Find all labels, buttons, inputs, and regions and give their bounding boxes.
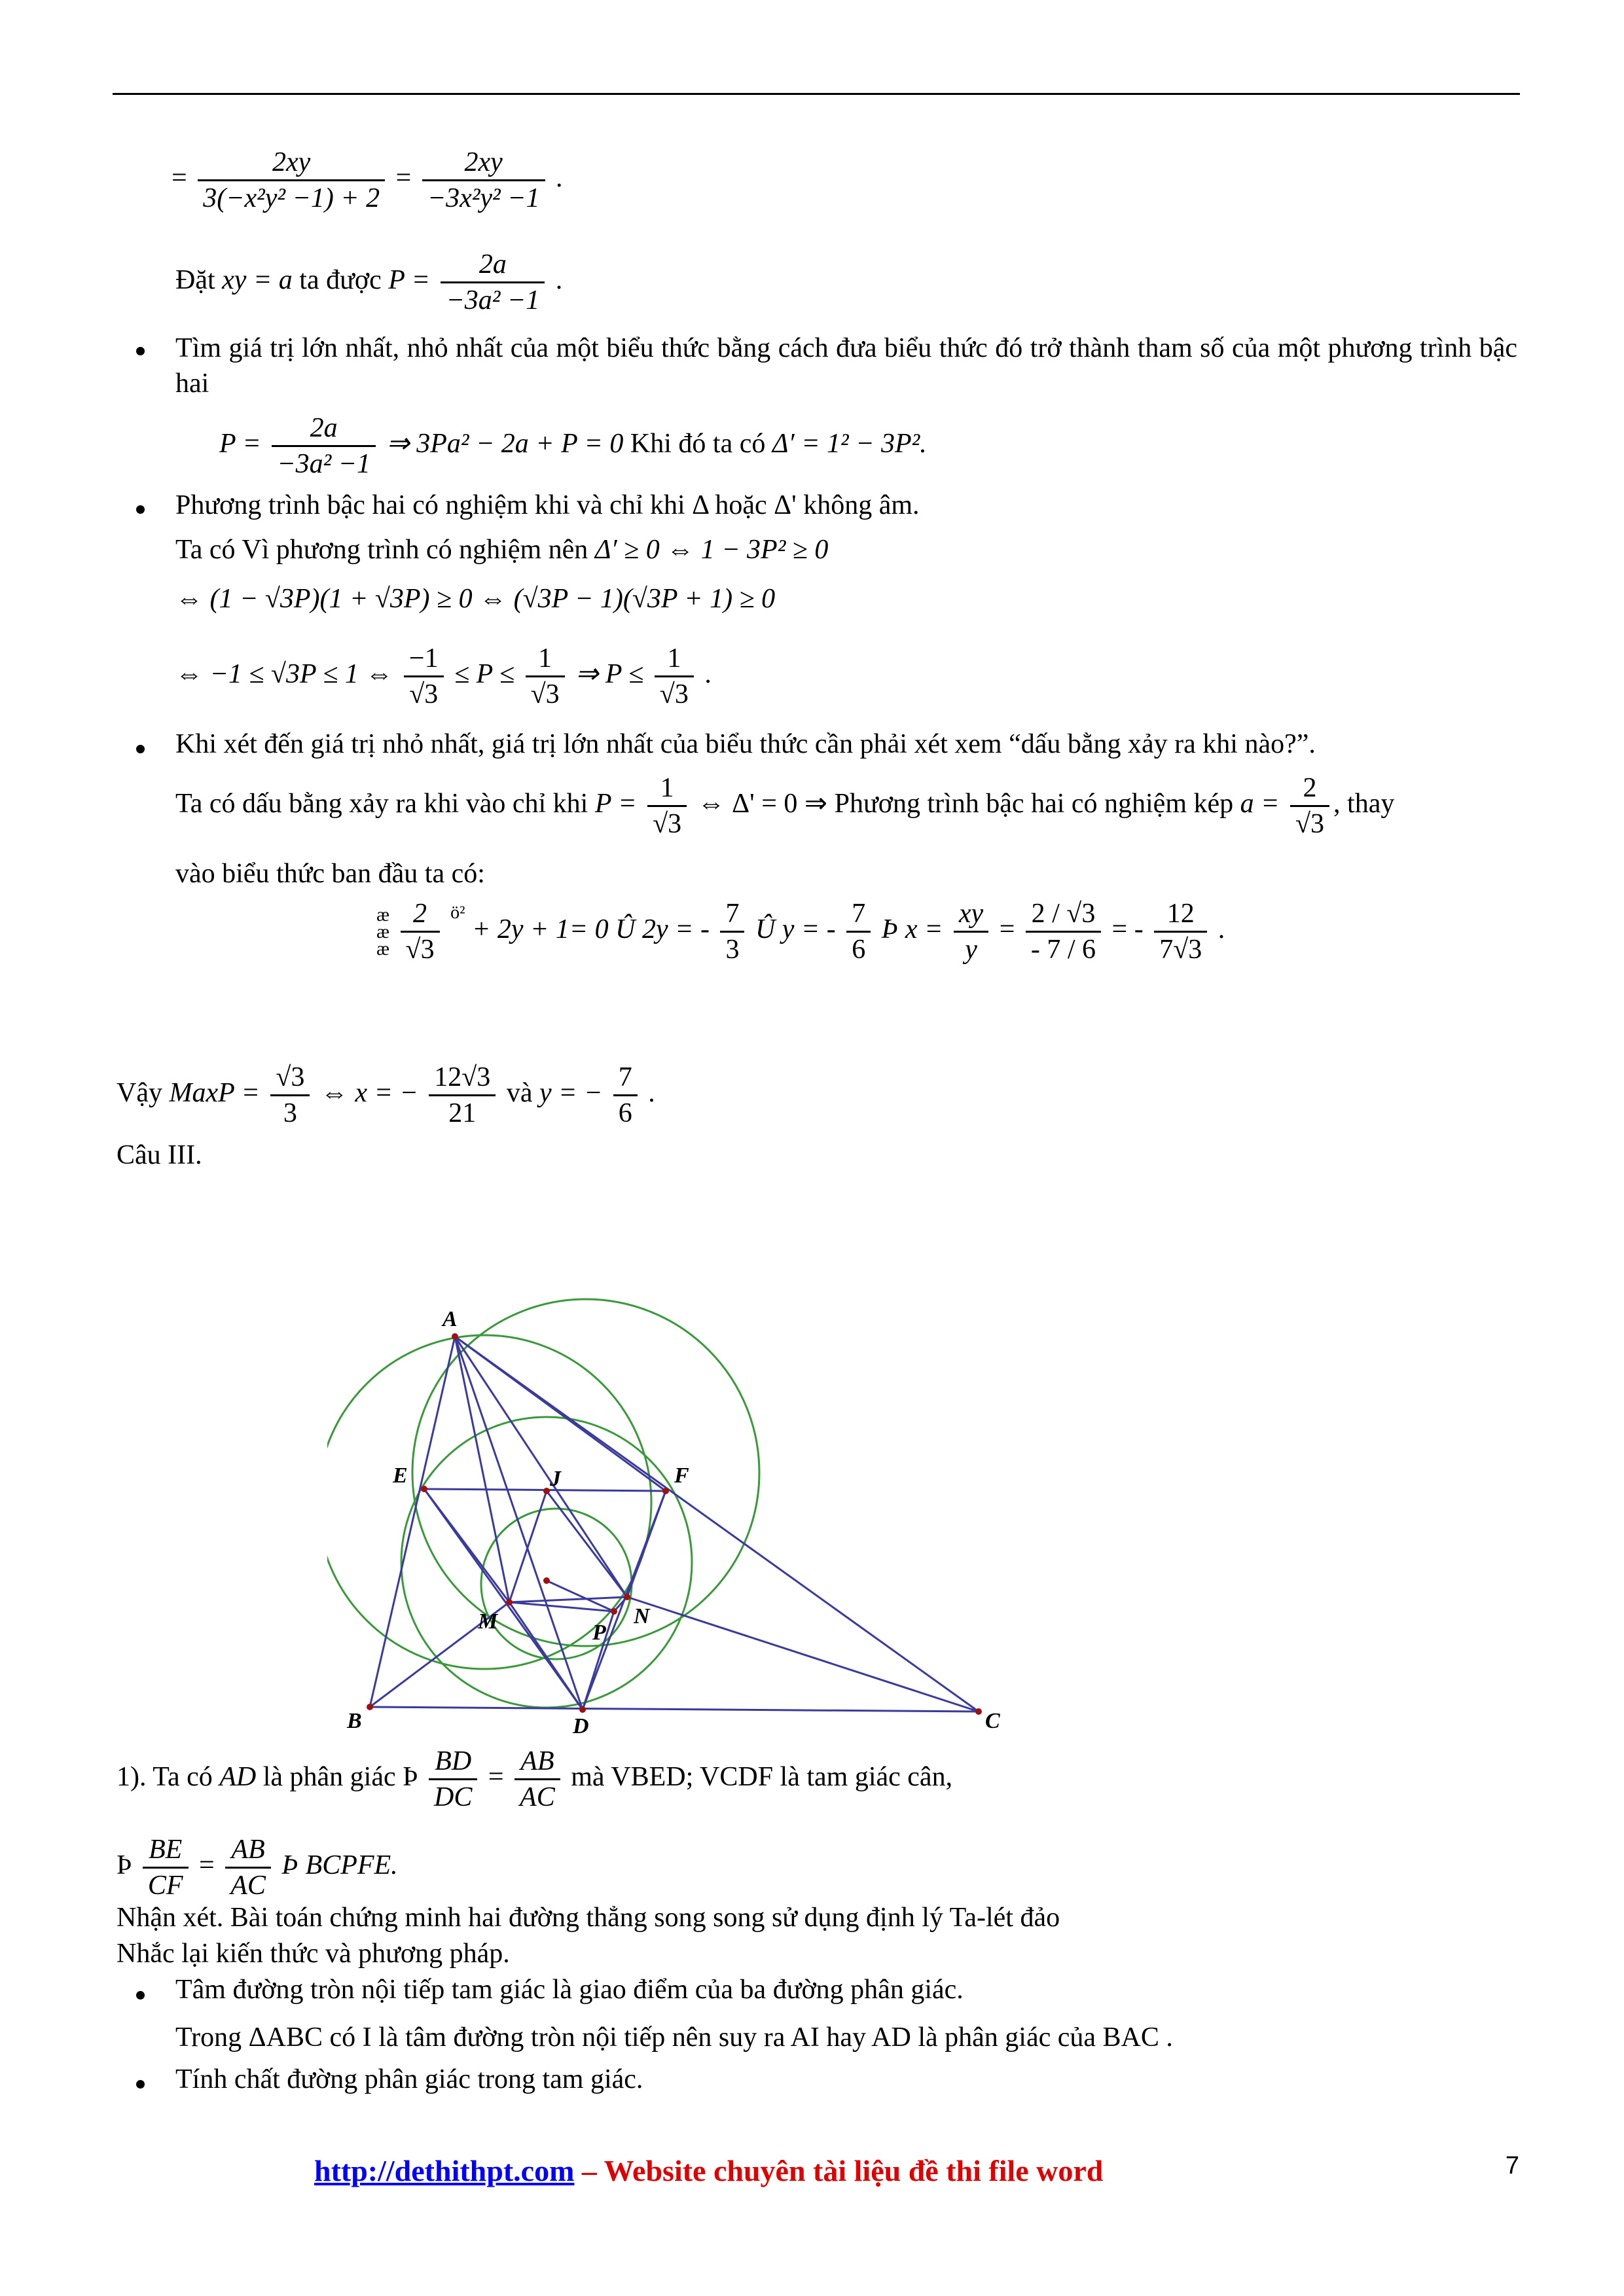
segment-nc [627, 1597, 979, 1712]
bullet-icon [136, 2080, 145, 2089]
substitute-line: vào biểu thức ban đầu ta có: [175, 859, 485, 889]
label-b: B [347, 1709, 362, 1733]
segment-bc [370, 1707, 979, 1712]
geometry-figure [327, 1270, 1047, 1741]
substitution-line: Đặt xy = a ta được P = $\frac{2a}{\text{−3a² −1}}$ . [175, 247, 562, 317]
circle-small [481, 1509, 632, 1659]
inequality-line: ⇔ (1 − √3P)(1 + √3P) ≥ 0 ⇔ (√3P − 1)(√3P + 1) ≥ 0 [175, 584, 776, 614]
label-m: M [478, 1609, 498, 1634]
segment-ab [370, 1336, 455, 1707]
section-title: Câu III. [117, 1140, 202, 1170]
remark: Nhận xét. Bài toán chứng minh hai đường thẳng song song sử dụng định lý Ta-lét đảo [117, 1903, 1060, 1933]
part1-conclusion: Þ $\frac{BE}{CF}$ = $\frac{AB}{AC}$ Þ BCPFE. [117, 1833, 398, 1903]
label-d: D [573, 1714, 589, 1738]
bullet-icon [136, 745, 145, 753]
label-c: C [985, 1709, 1000, 1733]
label-n: N [634, 1604, 650, 1628]
segment-mn [509, 1597, 627, 1602]
bullet-text-5: Tính chất đường phân giác trong tam giác. [175, 2064, 643, 2094]
big-equation: æ æ æ $\frac{2}{√3}$ ö² + 2y + 1= 0 Û 2y = - $\frac{7}{3}$ Û y = - $\frac{7}{6}$ Þ x = $\frac{xy}{y}$ = $\frac{2 / √3}{- 7 / 6}$ = - $\frac{12}{7√3}$ . [376, 897, 1225, 967]
label-p: P [592, 1621, 606, 1645]
label-e: E [393, 1463, 408, 1488]
recall: Nhắc lại kiến thức và phương pháp. [117, 1939, 510, 1969]
bullet-icon [136, 347, 145, 355]
bullet-icon [136, 1991, 145, 2000]
header-rule [113, 93, 1520, 95]
bullet-icon [136, 505, 145, 514]
footer-link[interactable]: http://dethithpt.com [314, 2154, 575, 2187]
part1-line: 1). Ta có AD là phân giác Þ $\frac{BD}{DC}$ = $\frac{AB}{AC}$ mà VBED; VCDF là tam giác cân, [117, 1744, 952, 1814]
segment-md [509, 1602, 583, 1710]
bullet-text-4: Tâm đường tròn nội tiếp tam giác là giao điểm của ba đường phân giác. [175, 1975, 964, 2005]
label-f: F [674, 1463, 689, 1488]
equation-1: = $\frac{2xy}{\text{3(−x²y² −1) + 2}}$ = $\frac{2xy}{\text{−3x²y² −1}}$ . [171, 145, 563, 215]
footer-text: – Website chuyên tài liệu đề thi file word [574, 2154, 1104, 2187]
condition-line: Ta có Vì phương trình có nghiệm nên Δ′ ≥ 0 ⇔ 1 − 3P² ≥ 0 [175, 535, 829, 565]
conclusion-line: Vậy MaxP = $\frac{√3}{3}$ ⇔ x = − $\frac{12√3}{21}$ và y = − $\frac{7}{6}$ . [117, 1060, 655, 1130]
segment-em [424, 1489, 509, 1602]
range-line: ⇔ −1 ≤ √3P ≤ 1 ⇔ $\frac{-1}{√3}$ ≤ P ≤ $\frac{1}{√3}$ ⇒ P ≤ $\frac{1}{√3}$ . [175, 641, 712, 711]
footer [314, 2153, 1103, 2188]
incircle-line: Trong ΔABC có I là tâm đường tròn nội tiếp nên suy ra AI hay AD là phân giác của BAC . [175, 2022, 1173, 2053]
label-a: A [442, 1307, 458, 1331]
bullet-text-2: Phương trình bậc hai có nghiệm khi và chỉ khi Δ hoặc Δ' không âm. [175, 490, 920, 520]
segment-nj [547, 1491, 627, 1597]
equality-case-line: Ta có dấu bằng xảy ra khi vào chỉ khi P = $\frac{1}{√3}$ ⇔ Δ' = 0 ⇒ Phương trình bậc hai có nghiệm kép a = $\frac{2}{√3}$ , thay [175, 771, 1394, 841]
segment-fn [627, 1491, 666, 1597]
label-j: J [550, 1467, 561, 1491]
bullet-text-1: Tìm giá trị lớn nhất, nhỏ nhất của một biểu thức bằng cách đưa biểu thức đó trở thành tham số của một phương trình bậc hai [175, 333, 1517, 399]
bullet-text-3: Khi xét đến giá trị nhỏ nhất, giá trị lớn nhất của biểu thức cần phải xét xem “dấu bằng xảy ra khi nào?”. [175, 729, 1316, 759]
page-number: 7 [1505, 2152, 1519, 2179]
quadratic-line: P = $\frac{2a}{\text{−3a² −1}}$ ⇒ 3Pa² − 2a + P = 0 Khi đó ta có Δ′ = 1² − 3P². [219, 411, 927, 481]
segment-ad [455, 1336, 583, 1710]
